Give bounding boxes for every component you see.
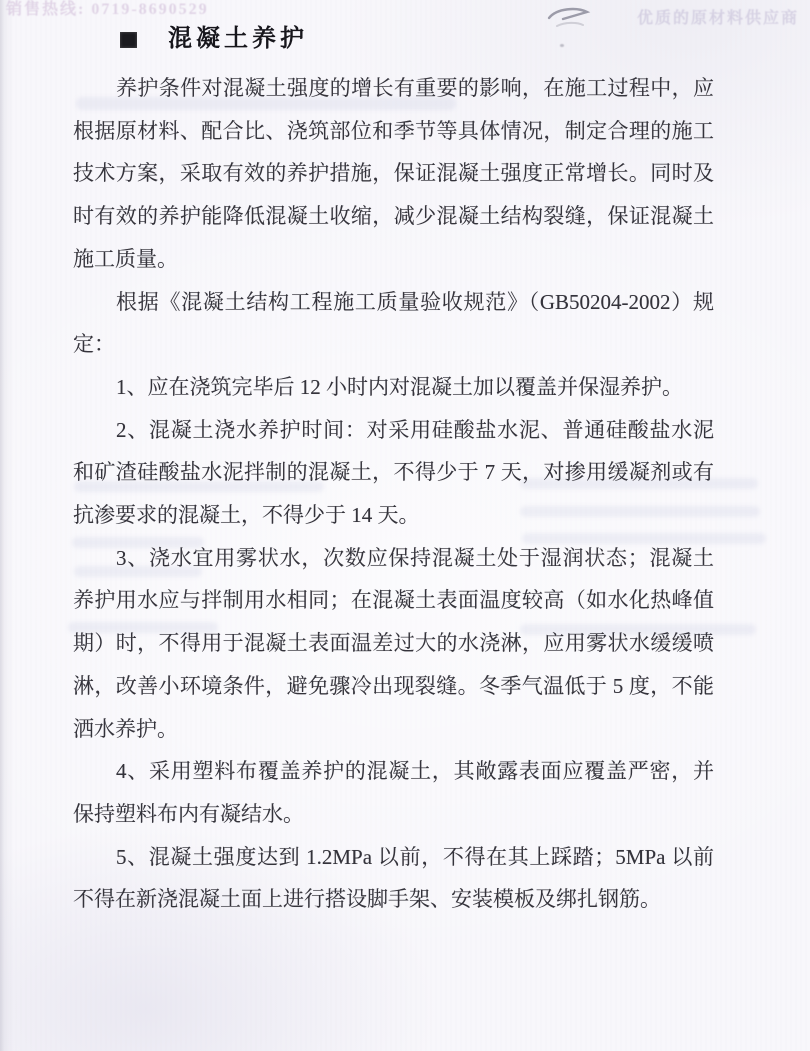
text-line: 养护用水应与拌制用水相同；在混凝土表面温度较高（如水化热峰值	[73, 588, 714, 613]
text-line: 定：	[73, 332, 115, 357]
text-line: 施工质量。	[73, 246, 178, 271]
square-bullet-icon	[120, 32, 137, 48]
text-line: 根据《混凝土结构工程施工质量验收规范》（GB50204-2002）规	[116, 289, 714, 314]
text-line: 5、混凝土强度达到 1.2MPa 以前，不得在其上踩踏；5MPa 以前	[116, 844, 714, 869]
text-line: 时有效的养护能降低混凝土收缩，减少混凝土结构裂缝，保证混凝土	[73, 204, 714, 229]
document-title	[120, 27, 308, 51]
text-line: 根据原材料、配合比、浇筑部位和季节等具体情况，制定合理的施工	[73, 118, 714, 143]
document-body	[73, 67, 714, 921]
text-line: 和矿渣硅酸盐水泥拌制的混凝土，不得少于 7 天，对掺用缓凝剂或有	[73, 460, 714, 485]
text-line: 抗渗要求的混凝土，不得少于 14 天。	[73, 503, 420, 528]
pen-scribble-mark	[543, 4, 599, 48]
faint-header-slogan: 优质的原材料供应商	[637, 10, 800, 27]
text-line: 技术方案，采取有效的养护措施，保证混凝土强度正常增长。同时及	[73, 161, 714, 186]
text-line: 1、应在浇筑完毕后 12 小时内对混凝土加以覆盖并保湿养护。	[116, 374, 683, 399]
text-line: 4、采用塑料布覆盖养护的混凝土，其敞露表面应覆盖严密，并	[116, 759, 714, 784]
text-line: 期）时，不得用于混凝土表面温差过大的水浇淋，应用雾状水缓缓喷	[73, 631, 714, 656]
text-line: 保持塑料布内有凝结水。	[73, 801, 304, 826]
text-line: 洒水养护。	[73, 716, 178, 741]
text-line: 2、混凝土浇水养护时间：对采用硅酸盐水泥、普通硅酸盐水泥	[116, 417, 714, 442]
page-title: 混凝土养护	[168, 26, 308, 52]
ink-dot-mark	[560, 44, 564, 47]
text-line: 淋，改善小环境条件，避免骤冷出现裂缝。冬季气温低于 5 度，不能	[73, 673, 714, 698]
text-line: 养护条件对混凝土强度的增长有重要的影响，在施工过程中，应	[116, 76, 714, 100]
faint-header-phone: 销售热线: 0719-8690529	[6, 1, 209, 18]
text-line: 3、浇水宜用雾状水，次数应保持混凝土处于湿润状态；混凝土	[116, 545, 714, 570]
text-line: 不得在新浇混凝土面上进行搭设脚手架、安装模板及绑扎钢筋。	[73, 887, 661, 912]
